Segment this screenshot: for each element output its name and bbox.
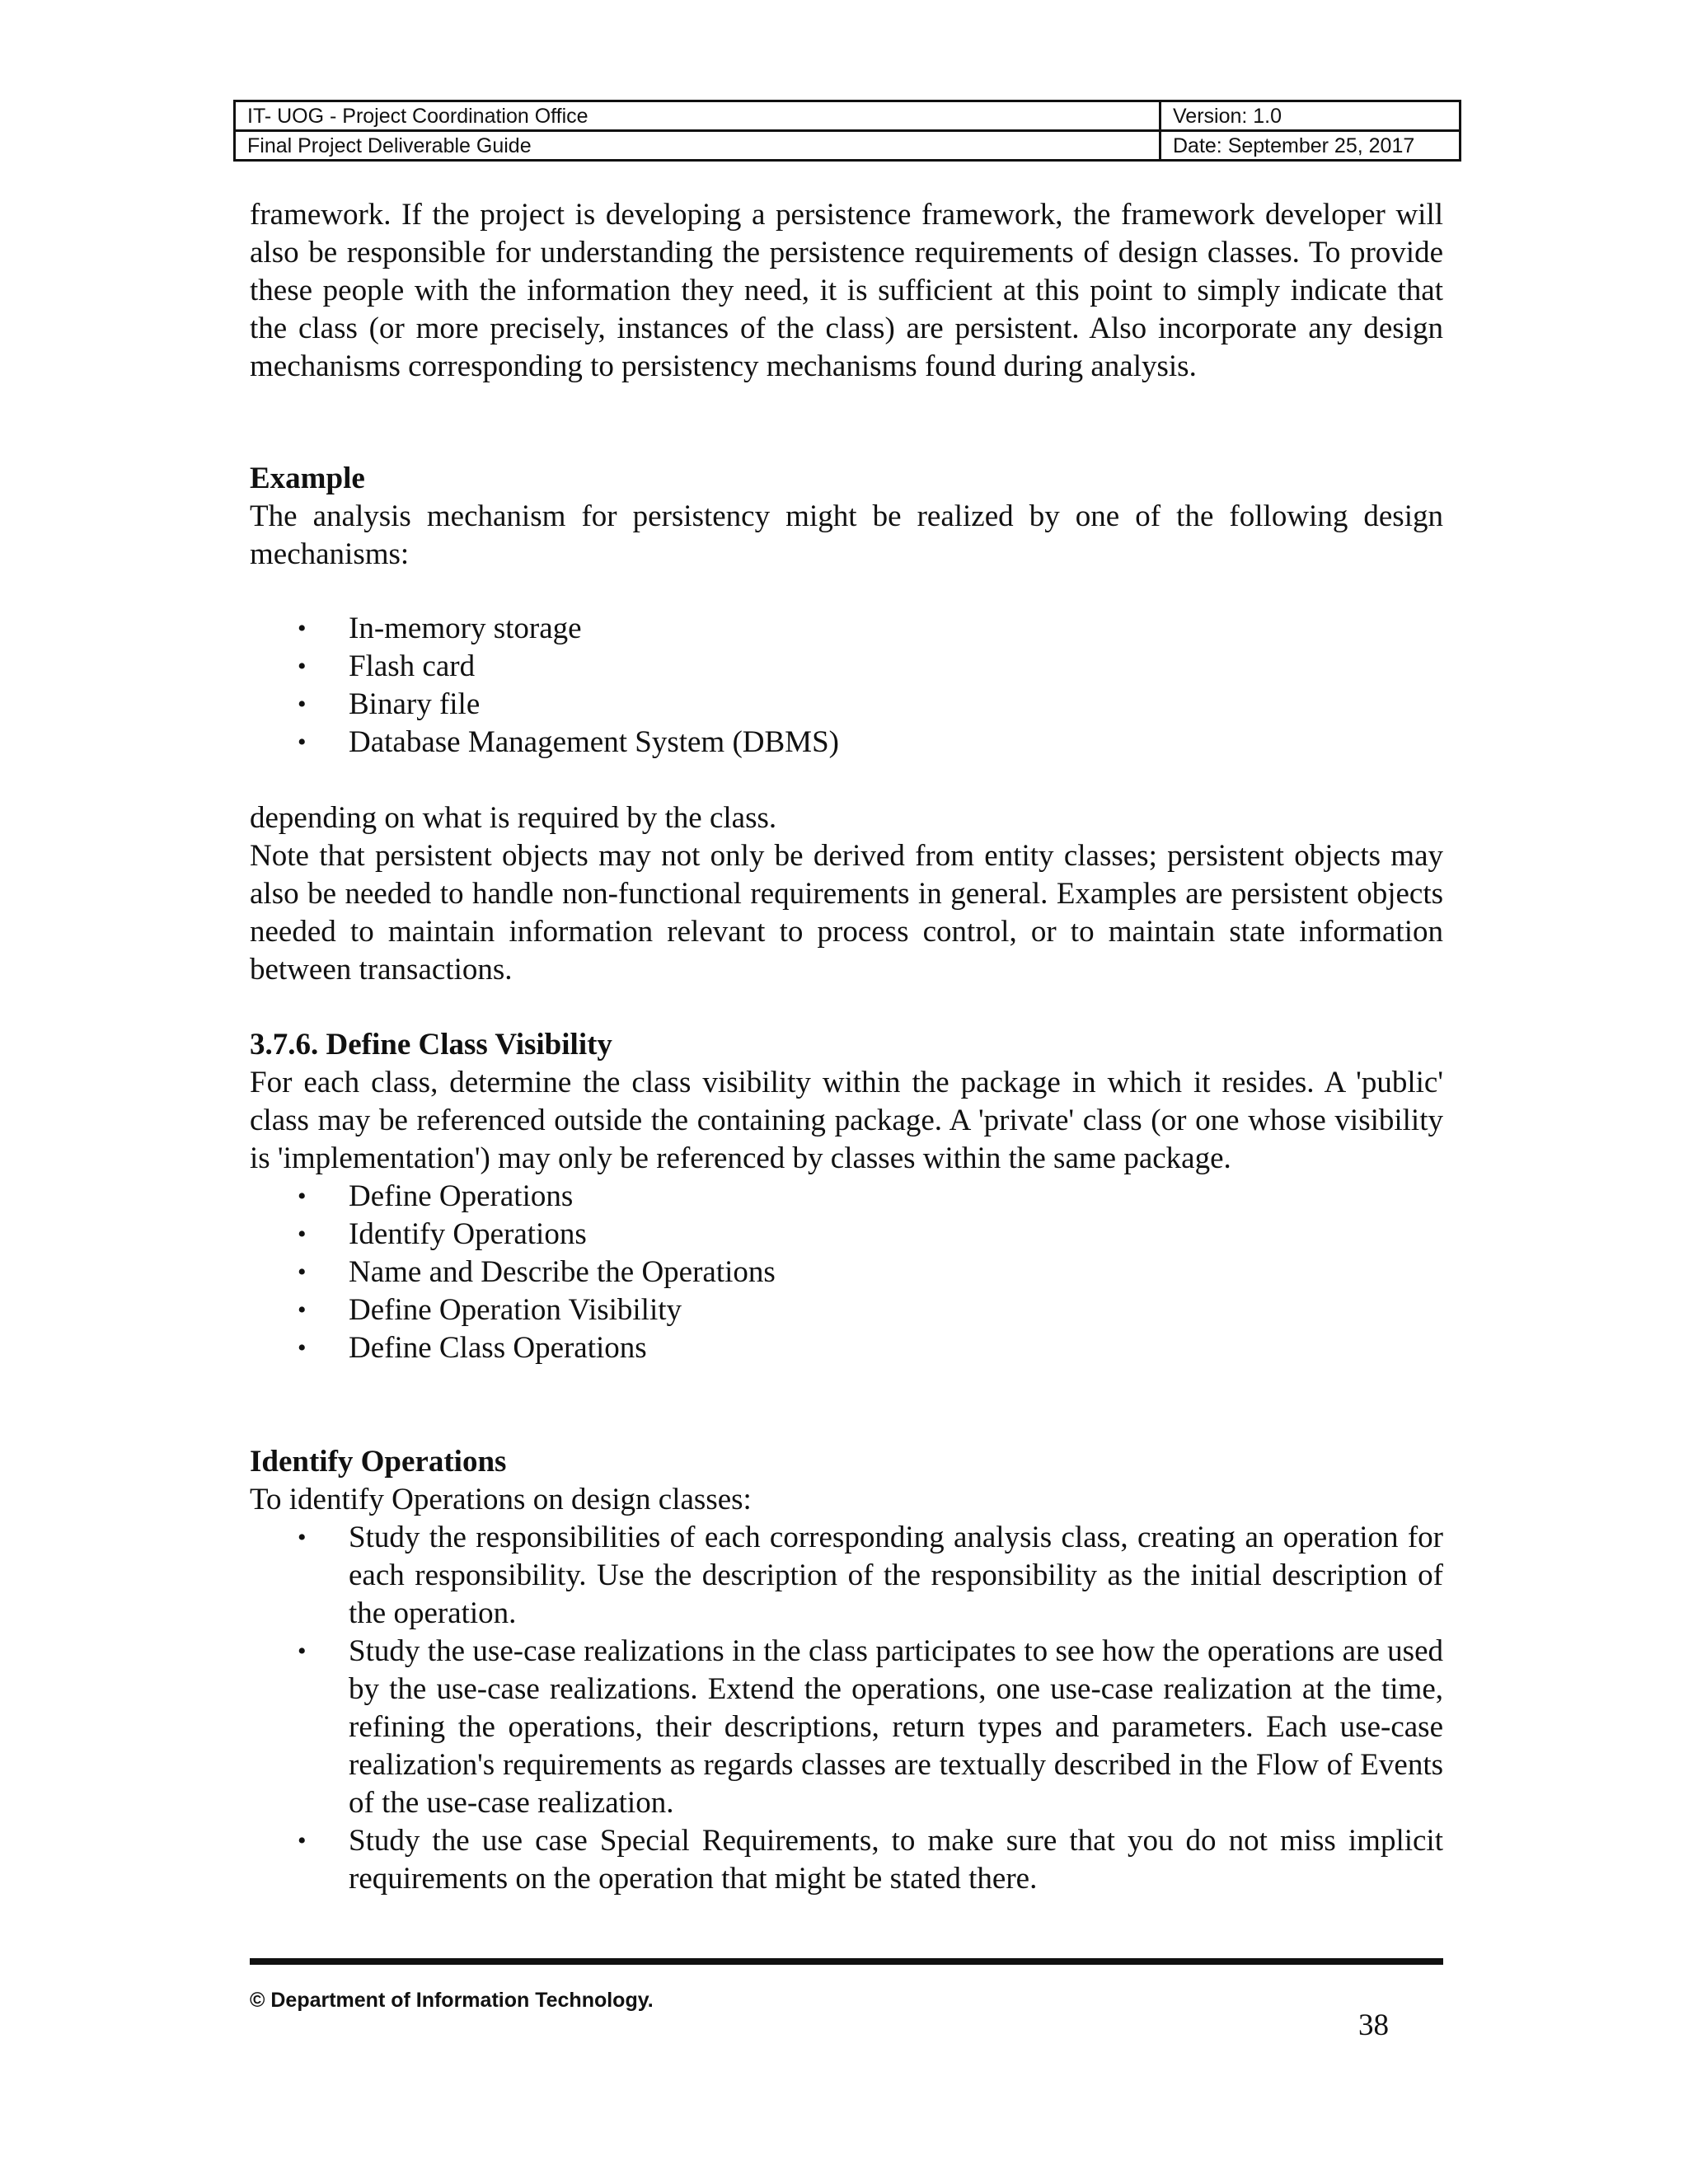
note-paragraph: Note that persistent objects may not only be derived from entity classes; persistent objects may also be needed to handle non-functional requirements in general. Examples are persistent objects needed to maintain information relevant to process control, or to maintain state information between transactions. bbox=[250, 839, 1443, 987]
list-item: • Study the use case Special Requirements, to make sure that you do not miss implicit requirements on the operation that might be stated there. bbox=[298, 1824, 1443, 1896]
bullet-icon: • bbox=[298, 1827, 307, 1854]
intro-section bbox=[250, 196, 1443, 386]
bullet-icon: • bbox=[298, 1183, 307, 1210]
intro-paragraph: framework. If the project is developing a persistence framework, the framework developer will also be responsible for understanding the persistence requirements of design classes. To provide these people with the information they need, it is sufficient at this point to simply indicate that the class (or more precisely, instances of the class) are persistent. Also incorporate any design mechanisms corresponding to persistency mechanisms found during analysis. bbox=[250, 198, 1443, 383]
header-date: Date: September 25, 2017 bbox=[1160, 131, 1461, 161]
example-heading: Example bbox=[250, 462, 365, 495]
example-lead: The analysis mechanism for persistency might be realized by one of the following design mechanisms: bbox=[250, 499, 1443, 571]
list-item: • Study the responsibilities of each corresponding analysis class, creating an operation for each responsibility. Use the description of the responsibility as the initial description of the operation. bbox=[298, 1521, 1443, 1630]
bullet-icon: • bbox=[298, 1258, 307, 1286]
bullet-icon: • bbox=[298, 691, 307, 718]
bullet-icon: • bbox=[298, 615, 307, 642]
visibility-heading: 3.7.6. Define Class Visibility bbox=[250, 1028, 612, 1062]
header-table bbox=[233, 100, 1461, 162]
header-version: Version: 1.0 bbox=[1160, 101, 1461, 131]
identify-heading: Identify Operations bbox=[250, 1445, 507, 1479]
list-item: • Define Operations bbox=[250, 1178, 1443, 1216]
list-item: • Define Operation Visibility bbox=[250, 1291, 1443, 1329]
example-after-line: depending on what is required by the class. bbox=[250, 801, 777, 835]
example-list bbox=[250, 610, 1443, 762]
identify-list bbox=[250, 1519, 1443, 1898]
bullet-icon: • bbox=[298, 1221, 307, 1248]
list-item: • In-memory storage bbox=[250, 610, 1443, 648]
list-item: • Name and Describe the Operations bbox=[250, 1254, 1443, 1291]
bullet-icon: • bbox=[298, 1334, 307, 1361]
list-item: • Binary file bbox=[250, 686, 1443, 724]
visibility-section bbox=[250, 1026, 1443, 1367]
footer-copyright: © Department of Information Technology. bbox=[250, 1989, 654, 2012]
identify-section bbox=[250, 1443, 1443, 1898]
footer-rule bbox=[250, 1958, 1443, 1965]
note-section bbox=[250, 799, 1443, 989]
bullet-icon: • bbox=[298, 1524, 307, 1551]
bullet-icon: • bbox=[298, 1638, 307, 1665]
bullet-icon: • bbox=[298, 1296, 307, 1324]
bullet-icon: • bbox=[298, 653, 307, 680]
bullet-icon: • bbox=[298, 729, 307, 756]
list-item: • Study the use-case realizations in the class participates to see how the operations are used by the use-case realizations. Extend the operations, one use-case realization at the time, refining the operations, their descriptions, return types and parameters. Each use-case realization's requirements as regards classes are textually described in the Flow of Events of the use-case realization. bbox=[298, 1634, 1443, 1820]
list-item: • Flash card bbox=[250, 648, 1443, 686]
identify-lead: To identify Operations on design classes: bbox=[250, 1483, 752, 1516]
page-number: 38 bbox=[1358, 2008, 1389, 2042]
header-org: IT- UOG - Project Coordination Office bbox=[235, 101, 1160, 131]
header-doc-title: Final Project Deliverable Guide bbox=[235, 131, 1160, 161]
visibility-paragraph: For each class, determine the class visibility within the package in which it resides. A 'public' class may be referenced outside the containing package. A 'private' class (or one whose visibility is 'implementation') may only be referenced by classes within the same package. bbox=[250, 1066, 1443, 1175]
example-list-section bbox=[250, 610, 1443, 762]
visibility-list bbox=[250, 1178, 1443, 1367]
list-item: • Define Class Operations bbox=[250, 1329, 1443, 1367]
list-item: • Database Management System (DBMS) bbox=[250, 724, 1443, 762]
example-section bbox=[250, 460, 1443, 574]
list-item: • Identify Operations bbox=[250, 1216, 1443, 1254]
